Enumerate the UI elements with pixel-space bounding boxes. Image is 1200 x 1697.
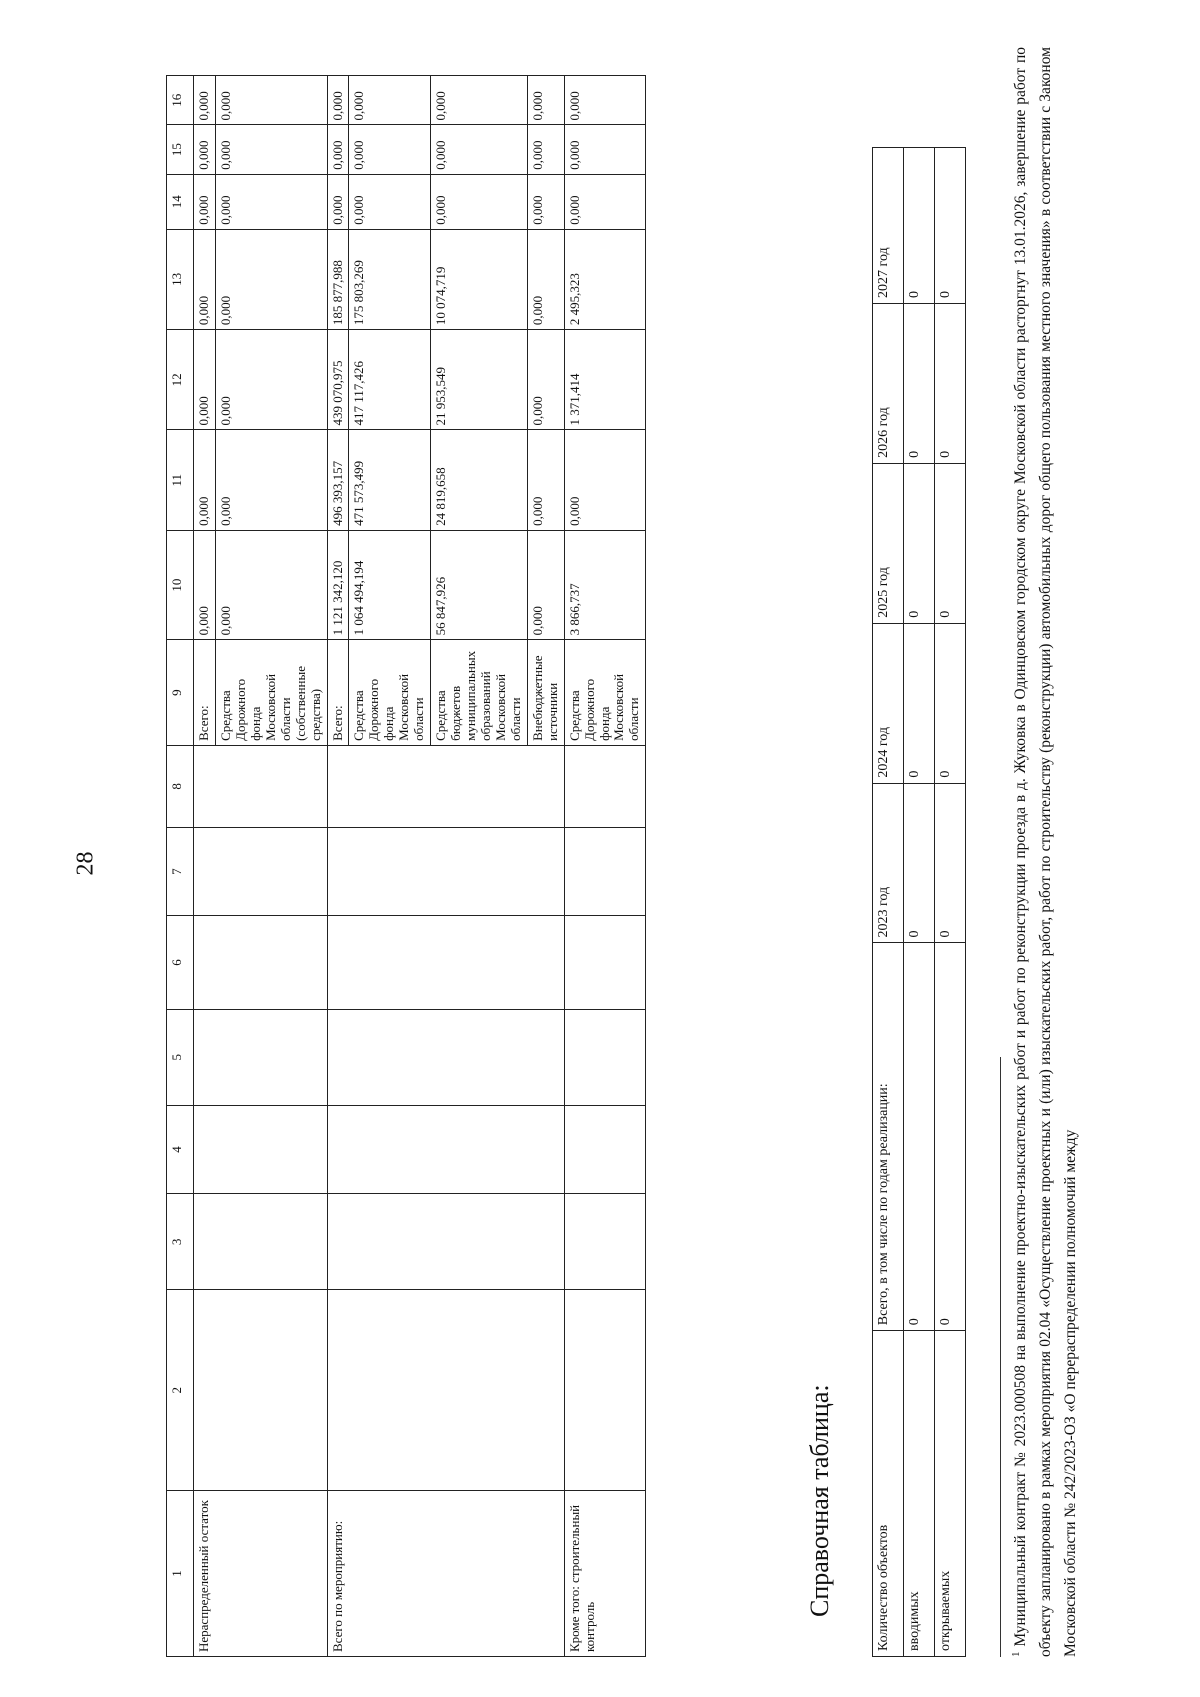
value-cell: 439 070,975 bbox=[327, 330, 349, 430]
column-header: 5 bbox=[167, 1009, 194, 1105]
column-header: 11 bbox=[167, 430, 194, 530]
empty-cell bbox=[194, 1194, 328, 1290]
value-cell: 2 495,323 bbox=[564, 229, 646, 329]
value-cell: 0,000 bbox=[215, 330, 327, 430]
reference-row-label: вводимых bbox=[904, 1331, 935, 1657]
empty-cell bbox=[564, 1194, 646, 1290]
main-table-body bbox=[194, 76, 646, 1657]
column-header: 10 bbox=[167, 530, 194, 639]
value-cell: 0,000 bbox=[215, 174, 327, 229]
value-cell: 1 371,414 bbox=[564, 330, 646, 430]
reference-header: 2026 год bbox=[873, 303, 904, 463]
empty-cell bbox=[564, 827, 646, 916]
empty-cell bbox=[194, 827, 328, 916]
empty-cell bbox=[194, 1290, 328, 1491]
reference-title: Справочная таблица: bbox=[805, 1384, 834, 1617]
value-cell: 0,000 bbox=[564, 76, 646, 125]
column-header: 6 bbox=[167, 916, 194, 1009]
row-label: Всего по мероприятию: bbox=[327, 1491, 564, 1657]
reference-row bbox=[904, 148, 935, 1657]
column-header: 2 bbox=[167, 1290, 194, 1491]
funding-source: Всего: bbox=[194, 640, 216, 746]
column-header: 9 bbox=[167, 640, 194, 746]
value-cell: 21 953,549 bbox=[431, 330, 528, 430]
column-header: 13 bbox=[167, 229, 194, 329]
reference-header: 2024 год bbox=[873, 623, 904, 783]
value-cell: 0,000 bbox=[194, 174, 216, 229]
value-cell: 0,000 bbox=[194, 125, 216, 174]
value-cell: 0,000 bbox=[527, 174, 564, 229]
value-cell: 0,000 bbox=[564, 125, 646, 174]
table-row bbox=[194, 76, 216, 1657]
value-cell: 24 819,658 bbox=[431, 430, 528, 530]
table-row bbox=[564, 76, 646, 1657]
value-cell: 496 393,157 bbox=[327, 430, 349, 530]
funding-source: Всего: bbox=[327, 640, 349, 746]
empty-cell bbox=[564, 916, 646, 1009]
reference-header: 2025 год bbox=[873, 463, 904, 623]
column-header: 12 bbox=[167, 330, 194, 430]
empty-cell bbox=[194, 916, 328, 1009]
value-cell: 56 847,926 bbox=[431, 530, 528, 639]
reference-header: Количество объектов bbox=[873, 1331, 904, 1657]
value-cell: 0,000 bbox=[564, 430, 646, 530]
column-header: 4 bbox=[167, 1105, 194, 1194]
value-cell: 0,000 bbox=[215, 530, 327, 639]
value-cell: 1 064 494,194 bbox=[349, 530, 431, 639]
value-cell: 0,000 bbox=[527, 229, 564, 329]
value-cell: 0,000 bbox=[349, 125, 431, 174]
empty-cell bbox=[564, 1105, 646, 1194]
value-cell: 0,000 bbox=[194, 330, 216, 430]
empty-cell bbox=[327, 1009, 564, 1105]
reference-header: Всего, в том числе по годам реализации: bbox=[873, 943, 904, 1331]
value-cell: 0,000 bbox=[327, 174, 349, 229]
value-cell: 10 074,719 bbox=[431, 229, 528, 329]
column-header: 8 bbox=[167, 745, 194, 827]
reference-table bbox=[872, 147, 966, 1657]
column-header: 14 bbox=[167, 174, 194, 229]
empty-cell bbox=[327, 1105, 564, 1194]
reference-value: 0 bbox=[904, 623, 935, 783]
value-cell: 0,000 bbox=[215, 430, 327, 530]
column-header: 1 bbox=[167, 1491, 194, 1657]
reference-value: 0 bbox=[935, 943, 966, 1331]
reference-value: 0 bbox=[935, 463, 966, 623]
column-header: 7 bbox=[167, 827, 194, 916]
value-cell: 0,000 bbox=[194, 430, 216, 530]
funding-source: Средства бюджетов муниципальных образований Московской области bbox=[431, 640, 528, 746]
main-table bbox=[166, 75, 646, 1657]
reference-value: 0 bbox=[904, 148, 935, 304]
value-cell: 0,000 bbox=[431, 125, 528, 174]
column-header: 3 bbox=[167, 1194, 194, 1290]
reference-value: 0 bbox=[935, 623, 966, 783]
funding-source: Средства Дорожного фонда Московской области bbox=[564, 640, 646, 746]
reference-value: 0 bbox=[904, 303, 935, 463]
value-cell: 0,000 bbox=[527, 330, 564, 430]
reference-value: 0 bbox=[904, 783, 935, 943]
empty-cell bbox=[327, 916, 564, 1009]
empty-cell bbox=[564, 1290, 646, 1491]
row-label: Нераспределенный остаток bbox=[194, 1491, 328, 1657]
reference-row-label: открываемых bbox=[935, 1331, 966, 1657]
value-cell: 0,000 bbox=[327, 76, 349, 125]
funding-source: Средства Дорожного фонда Московской области (собственные средства) bbox=[215, 640, 327, 746]
value-cell: 0,000 bbox=[527, 530, 564, 639]
empty-cell bbox=[564, 1009, 646, 1105]
column-header: 15 bbox=[167, 125, 194, 174]
value-cell: 175 803,269 bbox=[349, 229, 431, 329]
empty-cell bbox=[327, 745, 564, 827]
reference-row bbox=[935, 148, 966, 1657]
value-cell: 185 877,988 bbox=[327, 229, 349, 329]
value-cell: 0,000 bbox=[215, 229, 327, 329]
value-cell: 0,000 bbox=[527, 125, 564, 174]
empty-cell bbox=[327, 1194, 564, 1290]
row-label: Кроме того: строительный контроль bbox=[564, 1491, 646, 1657]
reference-value: 0 bbox=[935, 783, 966, 943]
value-cell: 0,000 bbox=[431, 76, 528, 125]
value-cell: 0,000 bbox=[215, 76, 327, 125]
funding-source: Средства Дорожного фонда Московской области bbox=[349, 640, 431, 746]
value-cell: 471 573,499 bbox=[349, 430, 431, 530]
empty-cell bbox=[327, 1290, 564, 1491]
empty-cell bbox=[564, 745, 646, 827]
empty-cell bbox=[194, 745, 328, 827]
value-cell: 0,000 bbox=[194, 530, 216, 639]
footnote-marker: 1 bbox=[1010, 1651, 1022, 1657]
value-cell: 0,000 bbox=[215, 125, 327, 174]
value-cell: 0,000 bbox=[431, 174, 528, 229]
footnote-separator bbox=[1000, 1057, 1001, 1657]
footnote-text: Муниципальный контракт № 2023.000508 на выполнение проектно-изыскательских работ и работ по реконструкции проезда в д. Жуковка в Одинцовском городском округе Московской области расторгнут 13.01.2026, завершение работ по объекту запланировано в рамках мероприятия 02.04 «Осуществление проектных и (или) изыскательских работ, работ по строительству (реконструкции) автомобильных дорог общего пользования местного значения» в соответствии с Законом Московской области № 242/2023-ОЗ «О перераспределении полномочий между bbox=[1012, 47, 1079, 1657]
table-row bbox=[327, 76, 349, 1657]
footnote bbox=[1008, 47, 1084, 1657]
reference-header: 2023 год bbox=[873, 783, 904, 943]
value-cell: 1 121 342,120 bbox=[327, 530, 349, 639]
value-cell: 0,000 bbox=[349, 174, 431, 229]
reference-header: 2027 год bbox=[873, 148, 904, 304]
value-cell: 0,000 bbox=[194, 76, 216, 125]
value-cell: 0,000 bbox=[194, 229, 216, 329]
value-cell: 0,000 bbox=[527, 430, 564, 530]
column-header: 16 bbox=[167, 76, 194, 125]
reference-value: 0 bbox=[904, 943, 935, 1331]
empty-cell bbox=[327, 827, 564, 916]
empty-cell bbox=[194, 1105, 328, 1194]
header-row bbox=[167, 76, 194, 1657]
value-cell: 0,000 bbox=[527, 76, 564, 125]
value-cell: 3 866,737 bbox=[564, 530, 646, 639]
empty-cell bbox=[194, 1009, 328, 1105]
value-cell: 417 117,426 bbox=[349, 330, 431, 430]
reference-value: 0 bbox=[904, 463, 935, 623]
funding-source: Внебюджетные источники bbox=[527, 640, 564, 746]
page-number: 28 bbox=[72, 851, 99, 876]
reference-value: 0 bbox=[935, 148, 966, 304]
reference-value: 0 bbox=[935, 303, 966, 463]
value-cell: 0,000 bbox=[349, 76, 431, 125]
value-cell: 0,000 bbox=[564, 174, 646, 229]
value-cell: 0,000 bbox=[327, 125, 349, 174]
reference-header-row bbox=[873, 148, 904, 1657]
